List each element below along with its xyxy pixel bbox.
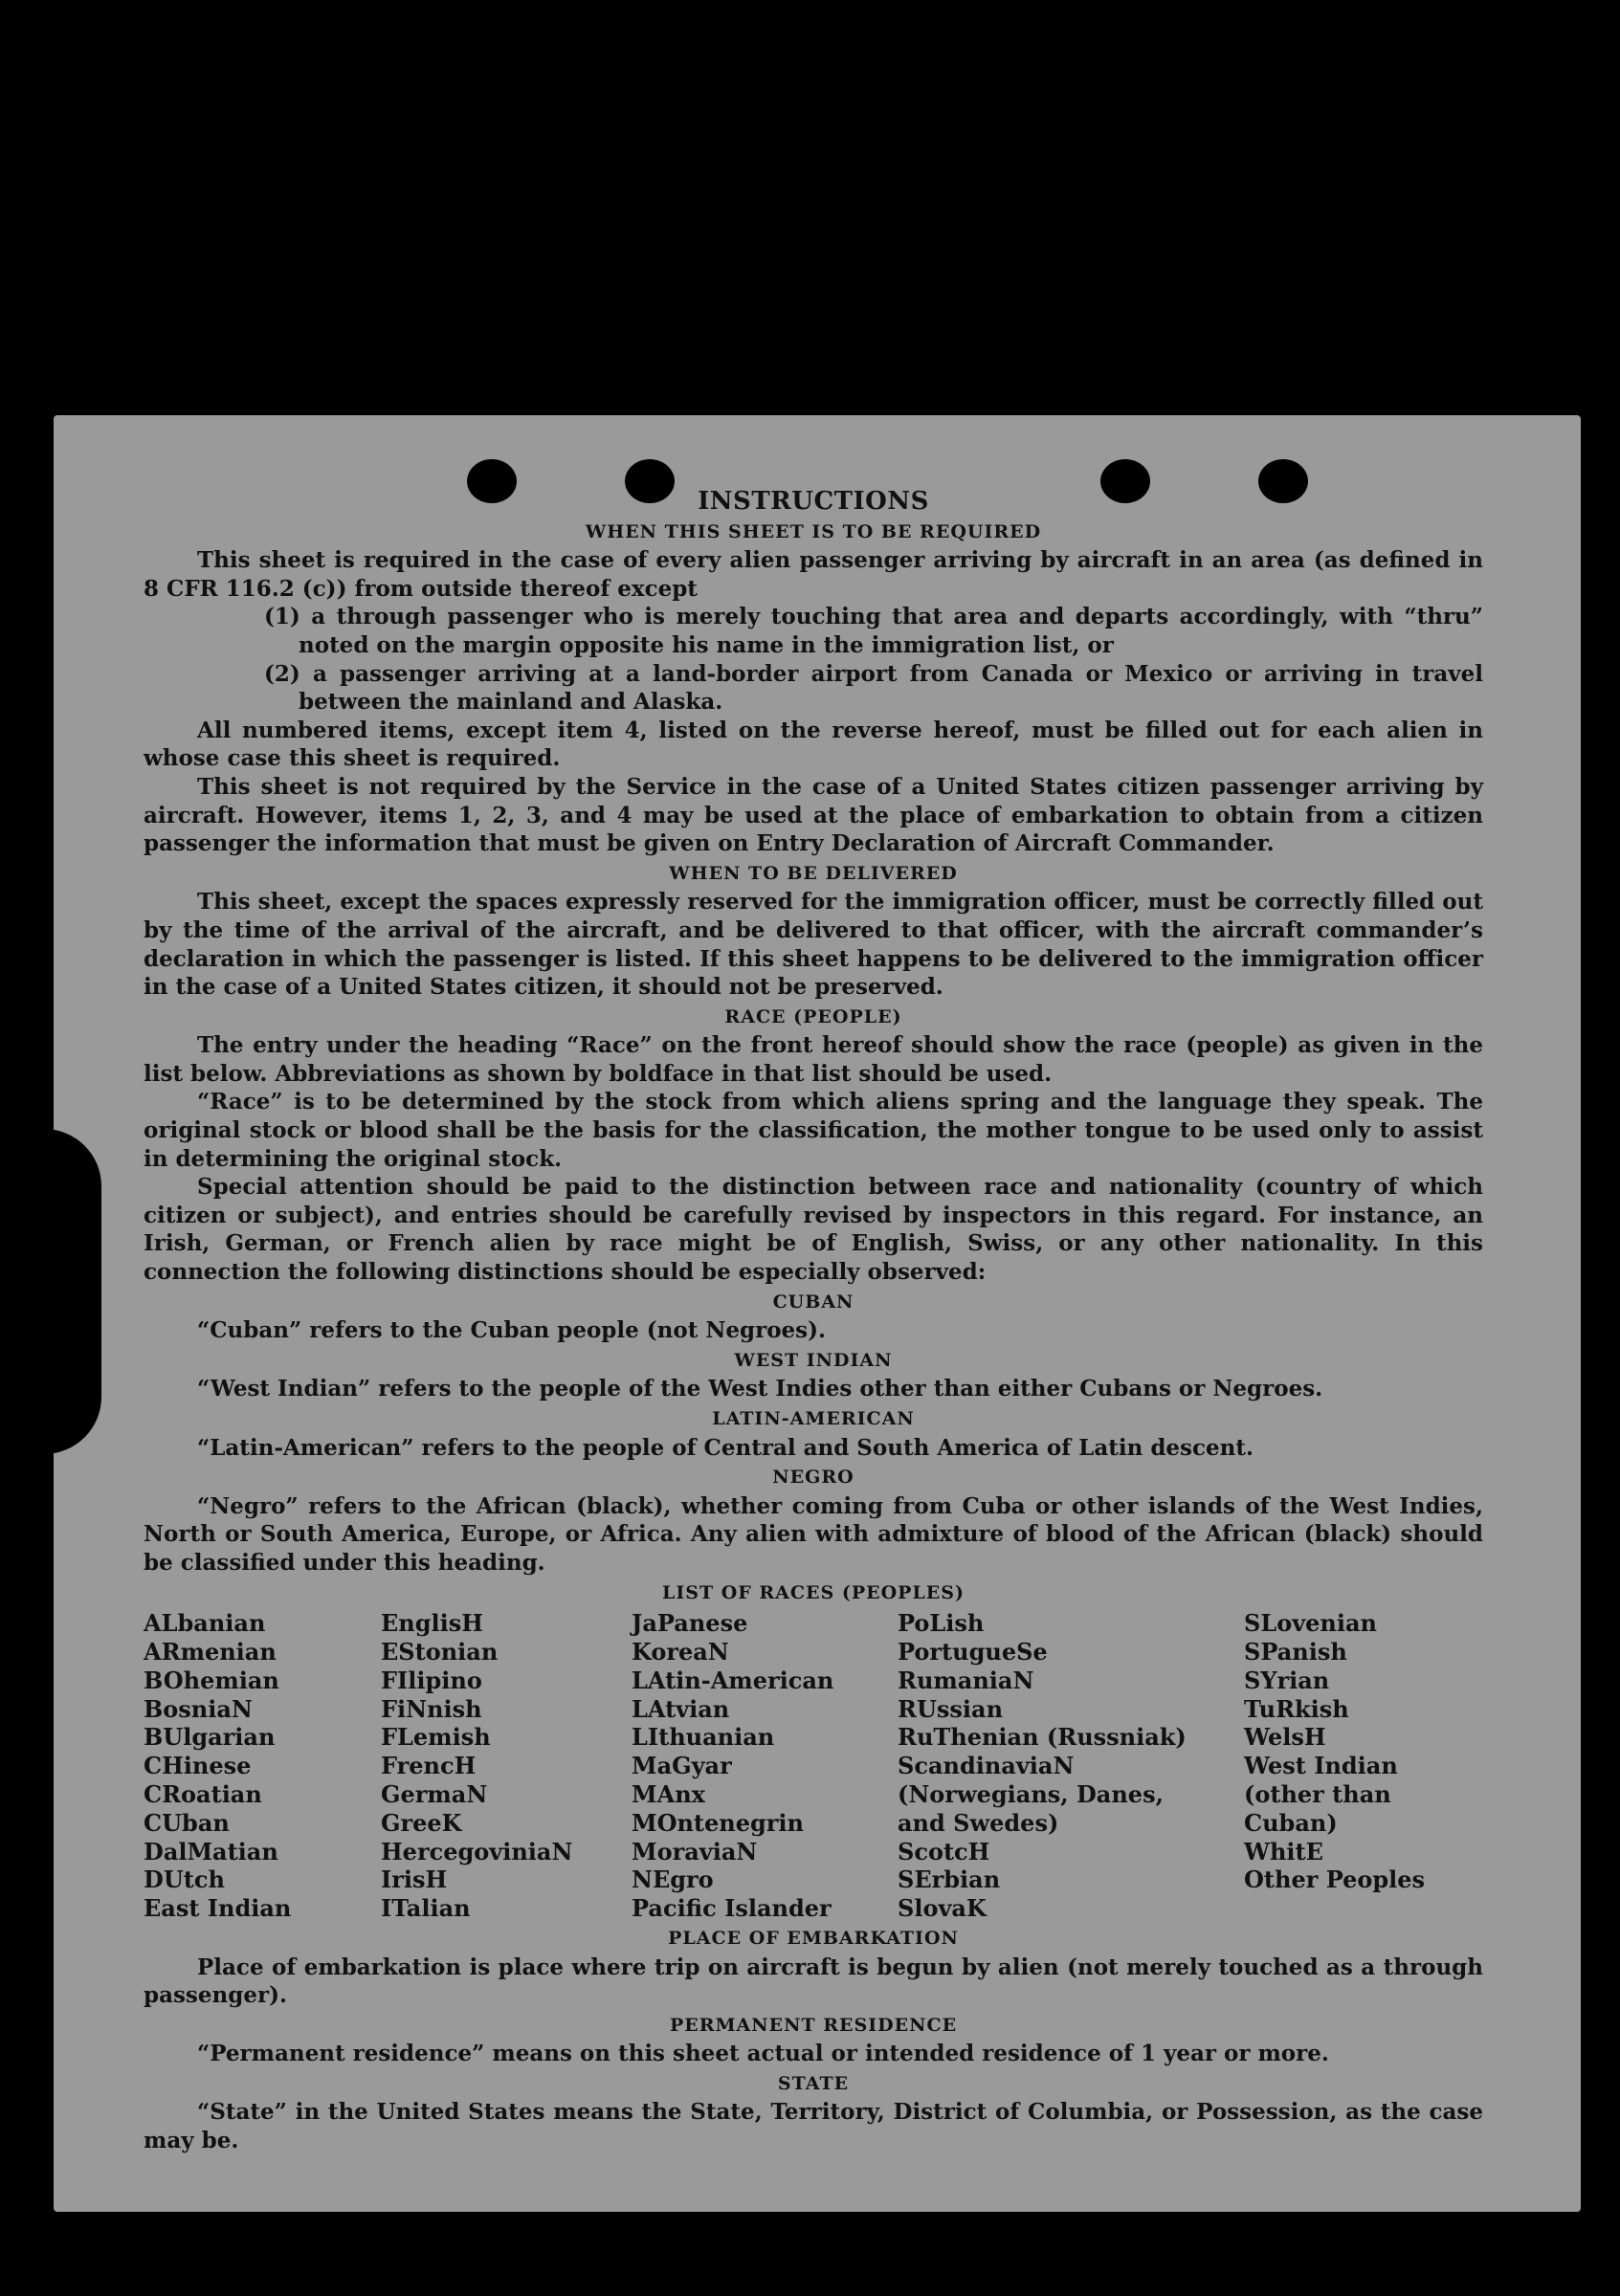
list-item: ITalian bbox=[381, 1894, 471, 1923]
list-item: MAnx bbox=[632, 1779, 705, 1808]
races-column bbox=[632, 1609, 898, 1923]
list-item: CUban bbox=[144, 1808, 230, 1837]
paragraph: “Latin-American” refers to the people of Central and South America of Latin descent. bbox=[197, 1434, 1254, 1461]
list-item: MOntenegrin bbox=[632, 1808, 804, 1837]
paragraph: Place of embarkation is place where trip on aircraft is begun by alien (not merely touched as a through passenger). bbox=[144, 1954, 1483, 2009]
list-item: Other Peoples bbox=[1244, 1866, 1426, 1894]
list-item: LIthuanian bbox=[632, 1723, 775, 1752]
races-list bbox=[144, 1609, 1483, 1923]
races-column bbox=[1244, 1609, 1483, 1923]
list-item: SlovaK bbox=[898, 1894, 987, 1923]
list-item: SLovenian bbox=[1244, 1609, 1377, 1638]
list-item: EStonian bbox=[381, 1637, 499, 1666]
races-column bbox=[898, 1609, 1244, 1923]
section-title: CUBAN bbox=[772, 1291, 854, 1313]
paragraph: This sheet, except the spaces expressly reserved for the immigration officer, must be correctly filled out by the time of the arrival of the aircraft, and be delivered to that officer, with the aircraft commander’s declaration in which the passenger is listed. If this sheet happens to be delivered to the immigration officer in the case of a United States citizen, it should not be preserved. bbox=[144, 889, 1483, 1001]
list-item: LAtin-American bbox=[632, 1666, 834, 1694]
paragraph: “Negro” refers to the African (black), whether coming from Cuba or other islands of the West Indies, North or South America, Europe, or Africa. Any alien with admixture of blood of the African (black) should be classified under this heading. bbox=[144, 1492, 1483, 1576]
list-item: FrencH bbox=[381, 1752, 477, 1780]
list-item: TuRkish bbox=[1244, 1694, 1349, 1723]
paragraph: “State” in the United States means the State, Territory, District of Columbia, or Possession, as the case may be. bbox=[144, 2099, 1483, 2154]
list-item: IrisH bbox=[381, 1866, 448, 1894]
list-item: RumaniaN bbox=[898, 1666, 1034, 1694]
list-item: CHinese bbox=[144, 1752, 252, 1780]
section-title: PERMANENT RESIDENCE bbox=[669, 2014, 958, 2036]
list-item: ARmenian bbox=[144, 1637, 277, 1666]
list-item: BOhemian bbox=[144, 1666, 279, 1694]
section-title: RACE (PEOPLE) bbox=[724, 1005, 902, 1027]
list-item: RUssian bbox=[898, 1694, 1004, 1723]
list-item: East Indian bbox=[144, 1894, 292, 1923]
list-item: WelsH bbox=[1244, 1723, 1326, 1752]
list-item: LAtvian bbox=[632, 1694, 730, 1723]
list-item: FIlipino bbox=[381, 1666, 482, 1694]
list-item: MaGyar bbox=[632, 1752, 732, 1780]
list-item: ScotcH bbox=[898, 1837, 990, 1866]
list-item: DalMatian bbox=[144, 1837, 278, 1866]
list-item: Pacific Islander bbox=[632, 1894, 832, 1923]
paragraph: “Race” is to be determined by the stock from which aliens spring and the language they speak. The original stock or blood shall be the basis for the classification, the mother tongue to be used only to assist in determining the original stock. bbox=[144, 1089, 1483, 1172]
section-title: WHEN THIS SHEET IS TO BE REQUIRED bbox=[585, 520, 1042, 542]
races-column bbox=[144, 1609, 381, 1923]
list-item: (1) a through passenger who is merely touching that area and departs accordingly, with “thru” noted on the margin opposite his name in the immigration list, or bbox=[264, 604, 1483, 658]
torn-edge bbox=[34, 1129, 101, 1454]
section-title: LATIN-AMERICAN bbox=[712, 1408, 915, 1429]
instructions-body bbox=[144, 488, 1483, 2155]
list-item: PortugueSe bbox=[898, 1637, 1048, 1666]
page-title: INSTRUCTIONS bbox=[698, 487, 929, 516]
paragraph: All numbered items, except item 4, listed on the reverse hereof, must be filled out for each alien in whose case this sheet is required. bbox=[144, 717, 1483, 772]
list-item: ScandinaviaN (Norwegians, Danes, and Swedes) bbox=[898, 1752, 1164, 1837]
section-title: PLACE OF EMBARKATION bbox=[668, 1927, 959, 1949]
list-item: RuThenian (Russniak) bbox=[898, 1723, 1187, 1752]
list-item: FiNnish bbox=[381, 1694, 482, 1723]
paragraph: “Cuban” refers to the Cuban people (not Negroes). bbox=[197, 1317, 827, 1344]
paragraph: Special attention should be paid to the distinction between race and nationality (country of which citizen or subject), and entries should be carefully revised by inspectors in this regard. For instance, an Irish, German, or French alien by race might be of English, Swiss, or any other nationality. In this connection the following distinctions should be especially observed: bbox=[144, 1174, 1483, 1286]
list-item: PoLish bbox=[898, 1609, 985, 1638]
list-item: (2) a passenger arriving at a land-border airport from Canada or Mexico or arriving in travel between the mainland and Alaska. bbox=[264, 660, 1483, 716]
list-item: JaPanese bbox=[632, 1609, 748, 1638]
list-item: DUtch bbox=[144, 1866, 225, 1894]
list-item: WhitE bbox=[1244, 1837, 1323, 1866]
list-item: FLemish bbox=[381, 1723, 491, 1752]
list-item: ALbanian bbox=[144, 1609, 266, 1638]
list-item: GermaN bbox=[381, 1779, 488, 1808]
paragraph: “Permanent residence” means on this sheet actual or intended residence of 1 year or more. bbox=[197, 2041, 1329, 2067]
section-title: WHEN TO BE DELIVERED bbox=[669, 862, 958, 884]
list-item: SErbian bbox=[898, 1866, 1001, 1894]
paragraph: This sheet is required in the case of every alien passenger arriving by aircraft in an area (as defined in 8 CFR 116.2 (c)) from outside thereof except bbox=[144, 547, 1483, 602]
list-item: EnglisH bbox=[381, 1609, 483, 1638]
paragraph: This sheet is not required by the Service in the case of a United States citizen passenger arriving by aircraft. However, items 1, 2, 3, and 4 may be used at the place of embarkation to obtain from a citizen passenger the information that must be given on Entry Declaration of Aircraft Commander. bbox=[144, 773, 1483, 857]
list-item: SYrian bbox=[1244, 1666, 1330, 1694]
section-title: WEST INDIAN bbox=[734, 1349, 893, 1371]
section-title: STATE bbox=[777, 2072, 850, 2094]
list-item: CRoatian bbox=[144, 1779, 262, 1808]
list-item: MoraviaN bbox=[632, 1837, 758, 1866]
list-item: NEgro bbox=[632, 1866, 714, 1894]
list-item: KoreaN bbox=[632, 1637, 729, 1666]
list-item: GreeK bbox=[381, 1808, 462, 1837]
list-item: SPanish bbox=[1244, 1637, 1347, 1666]
section-title: NEGRO bbox=[772, 1467, 854, 1489]
list-item: West Indian (other than Cuban) bbox=[1244, 1752, 1398, 1837]
list-item: BosniaN bbox=[144, 1694, 253, 1723]
paragraph: “West Indian” refers to the people of the West Indies other than either Cubans or Negroes. bbox=[197, 1376, 1323, 1402]
paragraph: The entry under the heading “Race” on the front hereof should show the race (people) as given in the list below. Abbreviations as shown by boldface in that list should be used. bbox=[144, 1032, 1483, 1087]
section-title: LIST OF RACES (PEOPLES) bbox=[662, 1581, 965, 1603]
races-column bbox=[381, 1609, 632, 1923]
list-item: HercegoviniaN bbox=[381, 1837, 573, 1866]
list-item: BUlgarian bbox=[144, 1723, 276, 1752]
